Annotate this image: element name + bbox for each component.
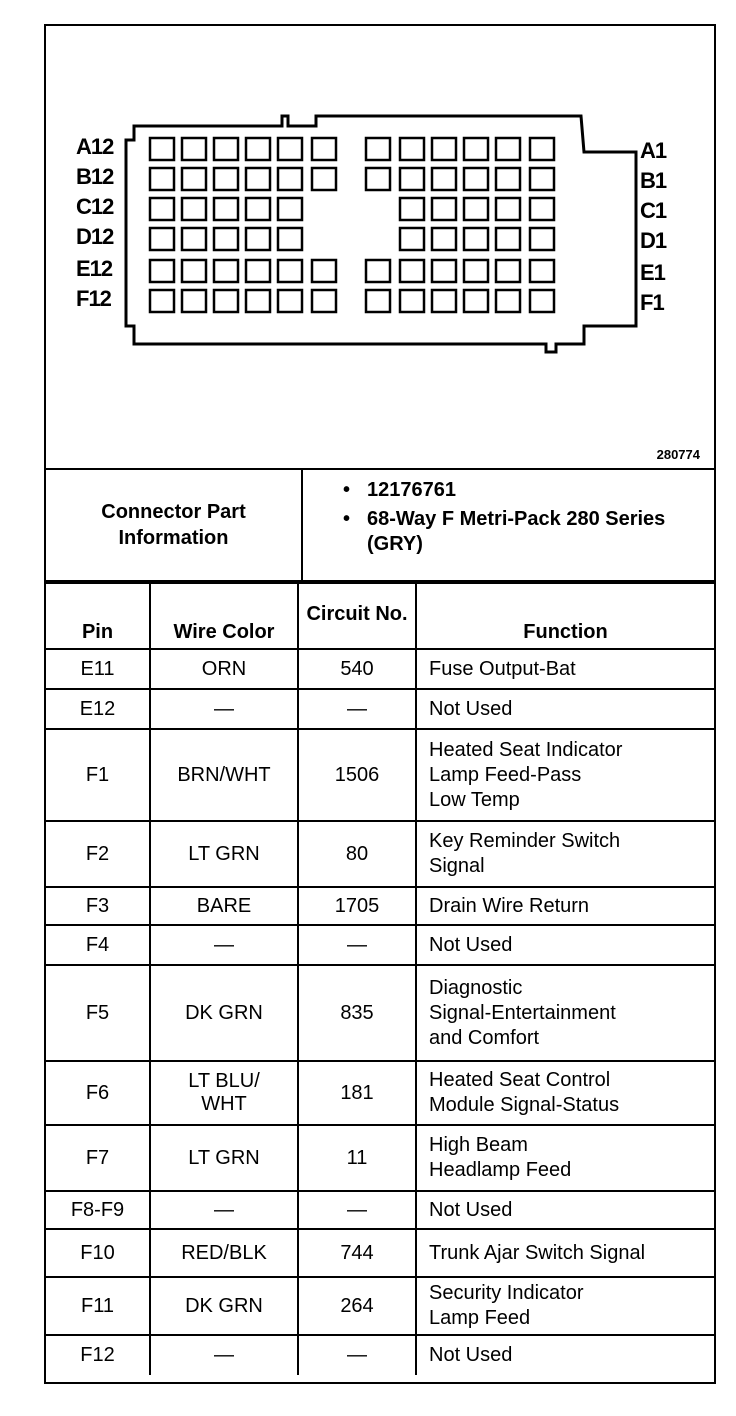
circuit-cell: — [298, 1335, 416, 1375]
function-cell: Not Used [416, 1335, 714, 1375]
circuit-cell: 1506 [298, 729, 416, 821]
cavity [432, 138, 456, 160]
cavity [182, 168, 206, 190]
table-row [46, 965, 714, 1061]
table-row [46, 689, 714, 729]
cavity [150, 168, 174, 190]
cavity [366, 260, 390, 282]
table-row [46, 1229, 714, 1277]
cavity [400, 228, 424, 250]
function-cell: Heated Seat Indicator Lamp Feed-Pass Low Temp [416, 729, 714, 821]
function-cell: Not Used [416, 925, 714, 965]
row-label-right: B1 [640, 168, 667, 193]
table-row [46, 1125, 714, 1191]
cavity [150, 138, 174, 160]
bullet-part-number: • 12176761 [343, 479, 456, 501]
function-cell: High Beam Headlamp Feed [416, 1125, 714, 1191]
pin-cell: F6 [46, 1061, 150, 1125]
row-label-right: E1 [640, 260, 665, 285]
circuit-cell: 540 [298, 649, 416, 689]
table-row [46, 887, 714, 925]
cavity [312, 168, 336, 190]
table-row [46, 1061, 714, 1125]
row-label-left: C12 [76, 194, 114, 219]
cavity [214, 198, 238, 220]
pin-cell: F4 [46, 925, 150, 965]
circuit-cell: — [298, 925, 416, 965]
function-cell: Not Used [416, 689, 714, 729]
cavity [464, 290, 488, 312]
row-label-left: F12 [76, 286, 111, 311]
connector-part-info [46, 470, 714, 582]
pin-cell: E11 [46, 649, 150, 689]
row-label-right: C1 [640, 198, 667, 223]
pin-cell: F1 [46, 729, 150, 821]
circuit-cell: 744 [298, 1229, 416, 1277]
cavity [278, 290, 302, 312]
row-label-right: F1 [640, 290, 664, 315]
row-label-left: E12 [76, 256, 113, 281]
cavity [366, 138, 390, 160]
function-cell: Trunk Ajar Switch Signal [416, 1229, 714, 1277]
circuit-cell: 264 [298, 1277, 416, 1335]
wire-color-cell: LT GRN [150, 821, 298, 887]
header-pin: Pin [46, 583, 150, 649]
circuit-cell: 181 [298, 1061, 416, 1125]
wire-color-cell: LT GRN [150, 1125, 298, 1191]
cavity [278, 260, 302, 282]
cavity [400, 260, 424, 282]
pin-cell: F7 [46, 1125, 150, 1191]
connector-diagram [46, 26, 714, 470]
cavity [464, 260, 488, 282]
row-label-left: D12 [76, 224, 114, 249]
cavity [278, 228, 302, 250]
pin-cell: E12 [46, 689, 150, 729]
circuit-cell: 80 [298, 821, 416, 887]
cavity [496, 168, 520, 190]
cavity [464, 138, 488, 160]
pin-cell: F10 [46, 1229, 150, 1277]
cavity [530, 290, 554, 312]
wire-color-cell: — [150, 689, 298, 729]
cavity [432, 228, 456, 250]
cavity [496, 138, 520, 160]
cavity [182, 260, 206, 282]
cavity [400, 138, 424, 160]
cavity [496, 198, 520, 220]
cavity [530, 228, 554, 250]
pin-cell: F2 [46, 821, 150, 887]
cavity [432, 198, 456, 220]
wire-color-cell: BARE [150, 887, 298, 925]
function-cell: Drain Wire Return [416, 887, 714, 925]
cavity [150, 228, 174, 250]
table-row [46, 821, 714, 887]
cavity [464, 168, 488, 190]
cavity [150, 198, 174, 220]
function-cell: Not Used [416, 1191, 714, 1229]
cavity [400, 290, 424, 312]
circuit-cell: — [298, 1191, 416, 1229]
cavity [464, 228, 488, 250]
table-header-row [46, 583, 714, 649]
function-cell: Heated Seat Control Module Signal-Status [416, 1061, 714, 1125]
function-cell: Security Indicator Lamp Feed [416, 1277, 714, 1335]
pin-table [46, 582, 714, 1375]
cavity [432, 260, 456, 282]
pin-cell: F8-F9 [46, 1191, 150, 1229]
function-cell: Fuse Output-Bat [416, 649, 714, 689]
cavity [246, 228, 270, 250]
cavity [530, 260, 554, 282]
wire-color-cell: — [150, 1191, 298, 1229]
pin-cell: F12 [46, 1335, 150, 1375]
table-row [46, 925, 714, 965]
wire-color-cell: — [150, 925, 298, 965]
table-row [46, 729, 714, 821]
cavity [182, 198, 206, 220]
wire-color-cell: DK GRN [150, 965, 298, 1061]
connector-face-svg [46, 26, 714, 468]
cavity [278, 138, 302, 160]
cavity [150, 260, 174, 282]
header-circuit-no: Circuit No. [298, 583, 416, 649]
cavity [214, 168, 238, 190]
header-wire-color: Wire Color [150, 583, 298, 649]
pin-cell: F3 [46, 887, 150, 925]
pin-cell: F11 [46, 1277, 150, 1335]
cavity [246, 168, 270, 190]
cavity [312, 260, 336, 282]
cavity [530, 168, 554, 190]
cavity [366, 168, 390, 190]
cavity [246, 290, 270, 312]
cavity [182, 138, 206, 160]
cavity [496, 228, 520, 250]
header-function: Function [416, 583, 714, 649]
cavity [214, 260, 238, 282]
table-row [46, 1277, 714, 1335]
table-row [46, 1191, 714, 1229]
wire-color-cell: LT BLU/ WHT [150, 1061, 298, 1125]
wire-color-cell: RED/BLK [150, 1229, 298, 1277]
row-label-right: A1 [640, 138, 667, 163]
cavity [182, 228, 206, 250]
circuit-cell: 1705 [298, 887, 416, 925]
cavity [150, 290, 174, 312]
cavity [400, 198, 424, 220]
cavity [432, 168, 456, 190]
wire-color-cell: ORN [150, 649, 298, 689]
function-cell: Key Reminder Switch Signal [416, 821, 714, 887]
connector-outline [126, 116, 636, 352]
cavity [530, 138, 554, 160]
cavity [530, 198, 554, 220]
cavity [366, 290, 390, 312]
circuit-cell: — [298, 689, 416, 729]
cavity [214, 228, 238, 250]
connector-frame [44, 24, 716, 1384]
function-cell: Diagnostic Signal-Entertainment and Comfort [416, 965, 714, 1061]
pin-cell: F5 [46, 965, 150, 1061]
cavity [312, 138, 336, 160]
table-row [46, 649, 714, 689]
figure-number: 280774 [656, 447, 700, 462]
bullet-connector-type: • 68-Way F Metri-Pack 280 Series (GRY) [343, 508, 666, 555]
cavity [400, 168, 424, 190]
cavity [214, 290, 238, 312]
cavity [496, 260, 520, 282]
cavity [432, 290, 456, 312]
cavity [278, 168, 302, 190]
connector-part-label: Connector Part Information [46, 470, 303, 580]
row-label-left: A12 [76, 134, 114, 159]
cavity [214, 138, 238, 160]
cavity [278, 198, 302, 220]
row-label-right: D1 [640, 228, 667, 253]
connector-part-bullets [303, 478, 703, 557]
circuit-cell: 11 [298, 1125, 416, 1191]
wire-color-cell: BRN/WHT [150, 729, 298, 821]
cavity [246, 138, 270, 160]
wire-color-cell: — [150, 1335, 298, 1375]
table-row [46, 1335, 714, 1375]
row-label-left: B12 [76, 164, 114, 189]
cavity [464, 198, 488, 220]
cavity [246, 198, 270, 220]
cavity [312, 290, 336, 312]
cavity [182, 290, 206, 312]
cavity [246, 260, 270, 282]
wire-color-cell: DK GRN [150, 1277, 298, 1335]
circuit-cell: 835 [298, 965, 416, 1061]
cavity [496, 290, 520, 312]
